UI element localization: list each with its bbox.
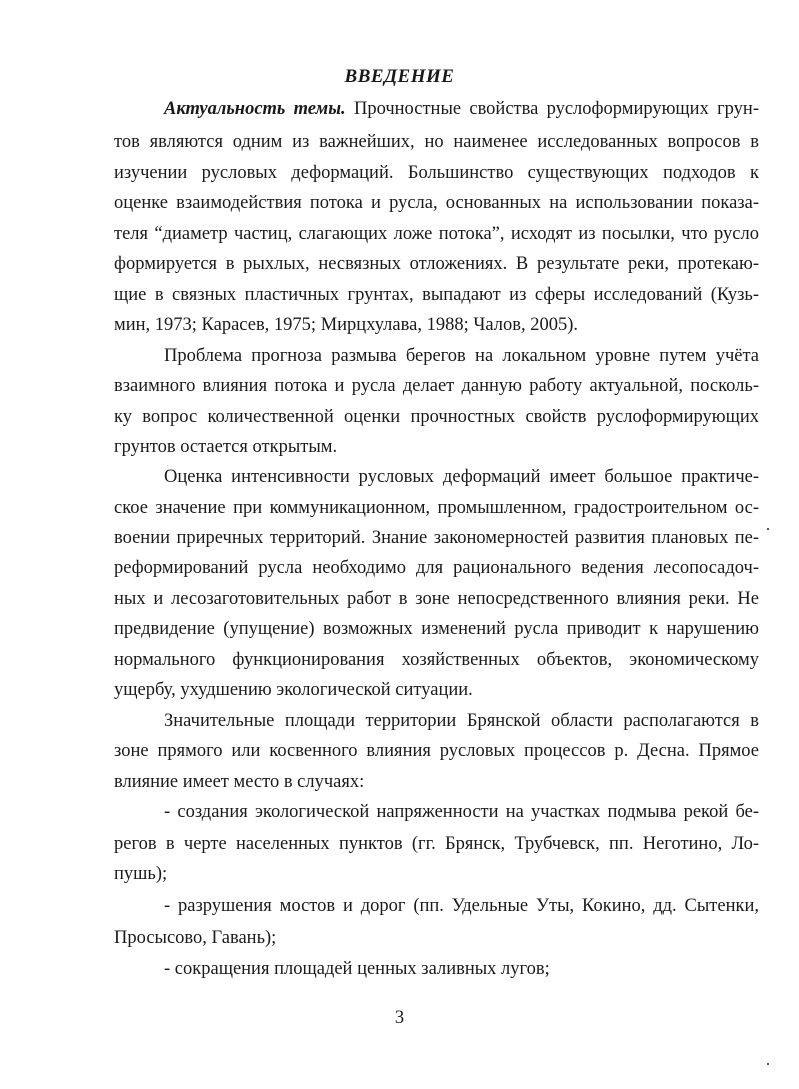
paragraph-line: воении приречных территорий. Знание закономерностей развития плановых пе-	[114, 528, 759, 548]
paragraph-line: формируется в рыхлых, несвязных отложениях. В результате реки, протекаю-	[114, 254, 759, 274]
list-item-line: - разрушения мостов и дорог (пп. Удельные Уты, Кокино, дд. Сытенки,	[164, 896, 759, 916]
paragraph-line: реформирований русла необходимо для рационального ведения лесопосадоч-	[114, 558, 759, 578]
paragraph-line: щие в связных пластичных грунтах, выпадают из сферы исследований (Кузь-	[114, 285, 759, 305]
list-item-line: регов в черте населенных пунктов (гг. Брянск, Трубчевск, пп. Неготино, Ло-	[114, 834, 759, 854]
paragraph-line: нормального функционирования хозяйственных объектов, экономическому	[114, 650, 759, 670]
paragraph-line	[164, 98, 759, 120]
paragraph-line: оценке взаимодействия потока и русла, основанных на использовании показа-	[114, 193, 759, 213]
paragraph-line: теля “диаметр частиц, слагающих ложе потока”, исходят из посылки, что русло	[114, 224, 759, 244]
lead-phrase: Актуальность темы.	[164, 99, 346, 119]
paragraph-text: Прочностные свойства руслоформирующих грун-	[345, 99, 759, 119]
paragraph-line: зоне прямого или косвенного влияния русловых процессов р. Десна. Прямое	[114, 741, 759, 761]
paragraph-line: Значительные площади территории Брянской области располагаются в	[164, 711, 759, 731]
paragraph-line: предвидение (упущение) возможных изменений русла приводит к нарушению	[114, 619, 759, 639]
paragraph-line: тов являются одним из важнейших, но наименее исследованных вопросов в	[114, 132, 759, 152]
paragraph-line: ку вопрос количественной оценки прочностных свойств руслоформирующих	[114, 407, 759, 427]
paragraph-line: взаимного влияния потока и русла делает данную работу актуальной, посколь-	[114, 376, 759, 396]
list-item-line: пушь);	[114, 864, 168, 884]
paragraph-line: грунтов остается открытым.	[114, 437, 338, 457]
paragraph-line: ское значение при коммуникационном, промышленном, градостроительном ос-	[114, 498, 759, 518]
paragraph-line: изучении русловых деформаций. Большинство существующих подходов к	[114, 163, 759, 183]
section-title: ВВЕДЕНИЕ	[344, 66, 455, 87]
paragraph-line: Оценка интенсивности русловых деформаций имеет большое практиче-	[164, 467, 759, 487]
scan-speck	[767, 1063, 769, 1065]
list-item-line: - создания экологической напряженности на участках подмыва рекой бе-	[164, 802, 759, 822]
list-item-line: Просысово, Гавань);	[114, 928, 277, 948]
list-item-line: - сокращения площадей ценных заливных лугов;	[164, 959, 550, 979]
paragraph-line: ных и лесозаготовительных работ в зоне непосредственного влияния реки. Не	[114, 589, 759, 609]
paragraph-line: ущербу, ухудшению экологической ситуации.	[114, 680, 473, 700]
paragraph-line: влияние имеет место в случаях:	[114, 772, 365, 792]
scan-speck	[767, 528, 769, 530]
page-number: 3	[394, 1008, 405, 1028]
paragraph-line: мин, 1973; Карасев, 1975; Мирцхулава, 1988; Чалов, 2005).	[114, 315, 578, 335]
paragraph-line: Проблема прогноза размыва берегов на локальном уровне путем учёта	[164, 346, 759, 366]
